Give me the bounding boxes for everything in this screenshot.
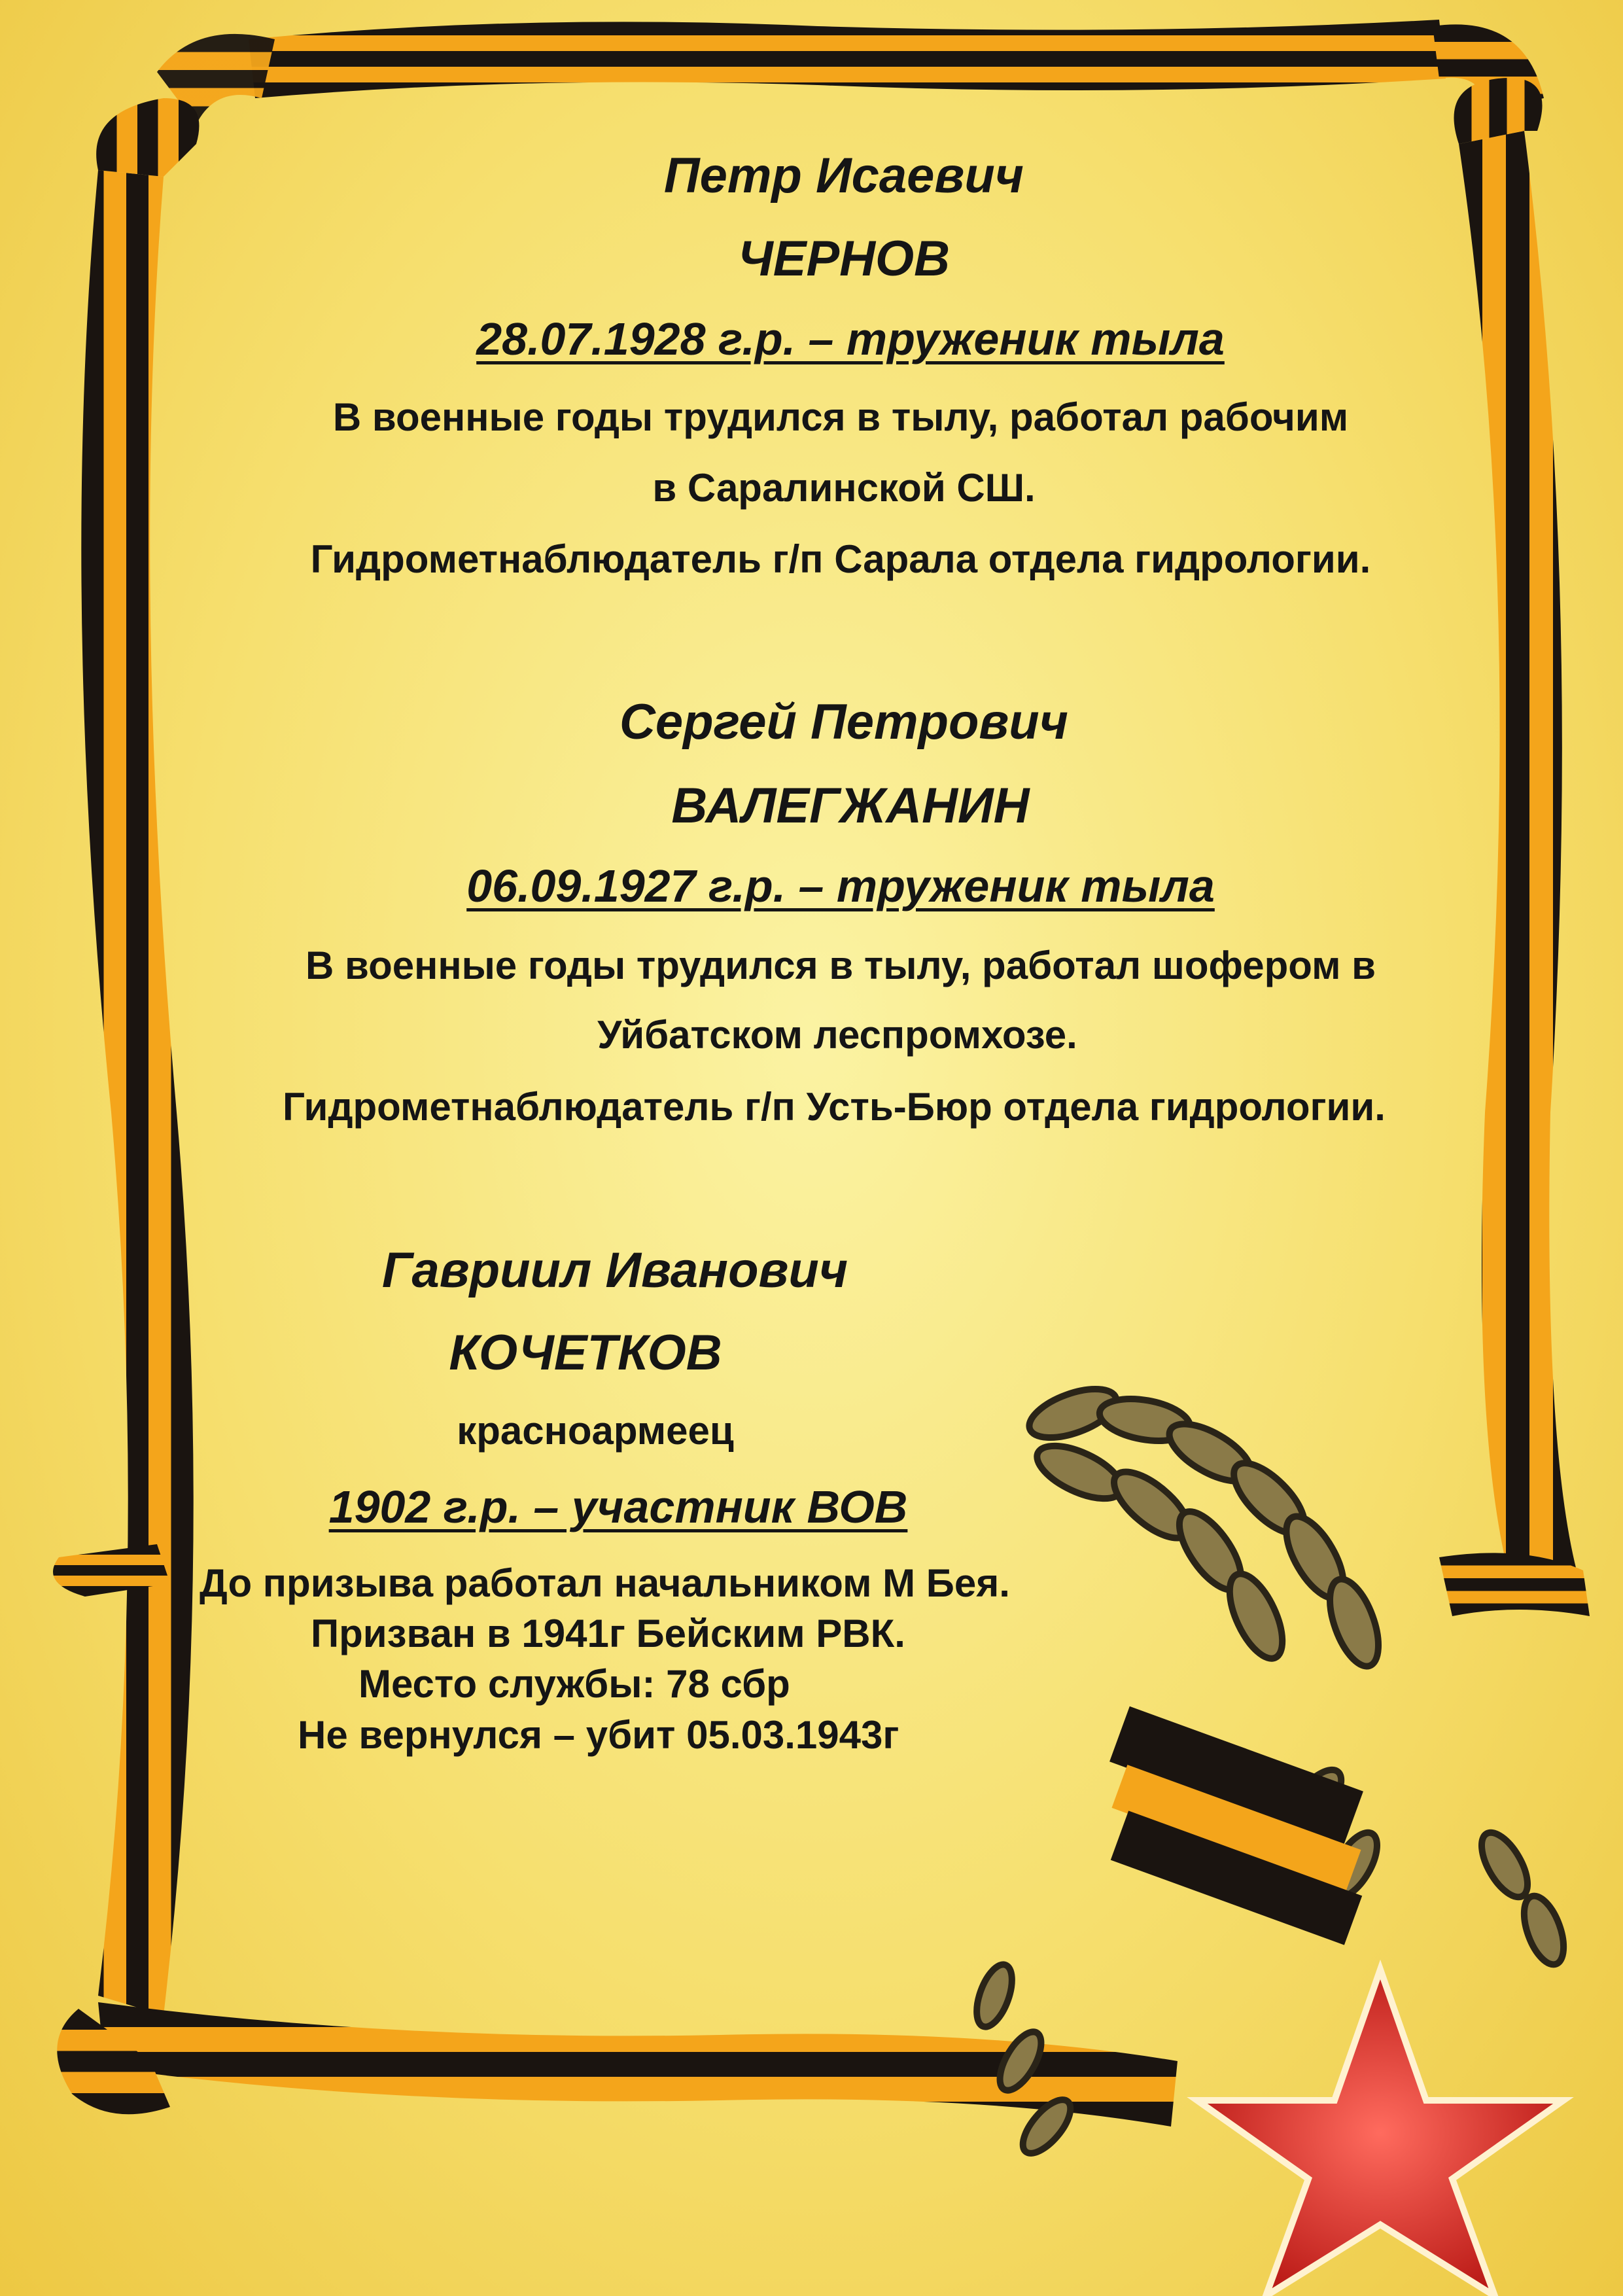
person-surname: КОЧЕТКОВ (449, 1325, 722, 1381)
person-bio-line: в Саралинской СШ. (652, 466, 1036, 510)
person-bio-line: До призыва работал начальником М Бея. (200, 1561, 1010, 1605)
person-bio-line: Призван в 1941г Бейским РВК. (311, 1612, 905, 1655)
person-date-status: 06.09.1927 г.р. – труженик тыла (466, 860, 1215, 911)
person-surname: ЧЕРНОВ (737, 231, 951, 287)
person-date-status: 28.07.1928 г.р. – труженик тыла (476, 313, 1225, 364)
person-bio-line: Место службы: 78 сбр (358, 1662, 790, 1706)
person-bio-line: Гидрометнаблюдатель г/п Усть-Бюр отдела гидрологии. (283, 1085, 1386, 1129)
person-bio-line: Не вернулся – убит 05.03.1943г (298, 1713, 899, 1757)
person-bio-line: Уйбатском леспромхозе. (597, 1013, 1077, 1057)
person-surname: ВАЛЕГЖАНИН (671, 778, 1030, 834)
person-bio-line: В военные годы трудился в тылу, работал шофером в (305, 944, 1376, 987)
person-rank: красноармеец (457, 1409, 734, 1453)
person-name: Гавриил Иванович (381, 1243, 848, 1298)
person-date-status: 1902 г.р. – участник ВОВ (328, 1481, 908, 1532)
person-name: Сергей Петрович (619, 694, 1069, 750)
person-bio-line: Гидрометнаблюдатель г/п Сарала отдела гидрологии. (310, 537, 1371, 581)
person-bio-line: В военные годы трудился в тылу, работал рабочим (332, 395, 1349, 439)
person-name: Петр Исаевич (663, 148, 1024, 203)
